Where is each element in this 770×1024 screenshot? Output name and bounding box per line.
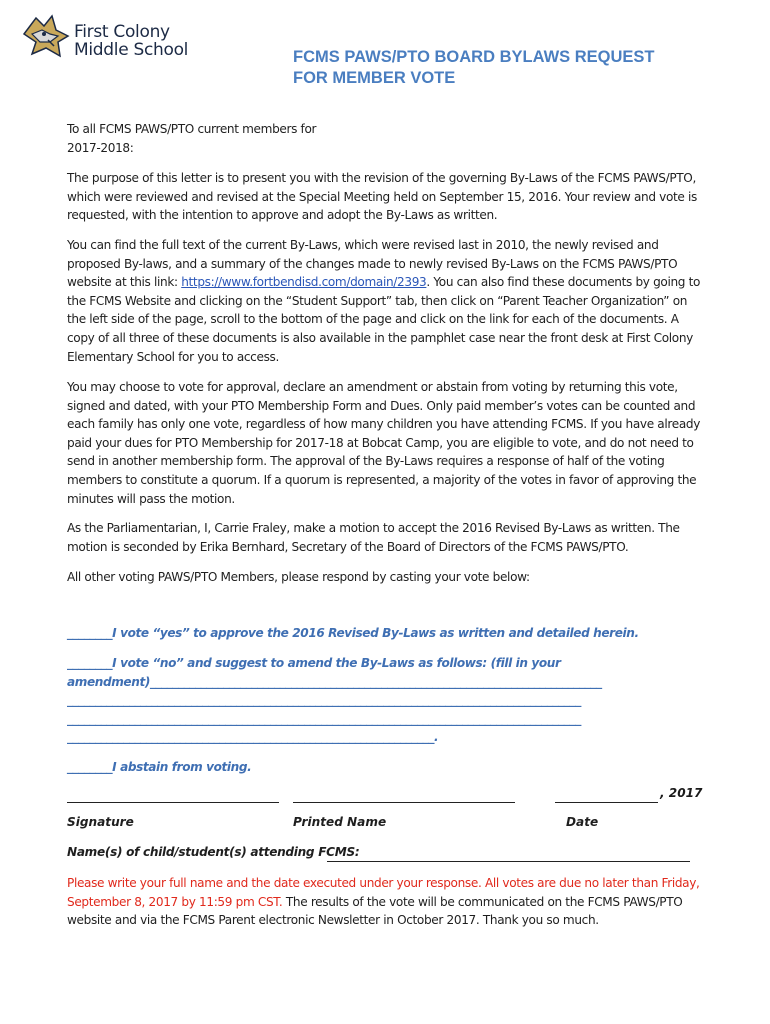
deadline-warning: Please write your full name and the date executed under your response. All votes are due no later than Friday, September 8, 2017 by 11:59 pm CST.	[67, 876, 700, 909]
paragraph-motion: As the Parliamentarian, I, Carrie Fraley, make a motion to accept the 2016 Revised By-Laws as written. The motion is seconded by Erika Bernhard, Secretary of the Board of Directors of the FCMS PAWS/PTO.	[67, 521, 680, 554]
footer-note	[67, 874, 707, 930]
paragraph-respond: All other voting PAWS/PTO Members, please respond by casting your vote below:	[67, 570, 530, 584]
date-label: Date	[566, 815, 599, 829]
paragraph-voting-rules: You may choose to vote for approval, declare an amendment or abstain from voting by returning this vote, signed and dated, with your PTO Membership Form and Dues. Only paid member’s votes can be counted and each family has only one vote, regardless of how many children you have attending FCMS. If you have already paid your dues for PTO Membership for 2017-18 at Bobcat Camp, you are eligible to vote, and do not need to send in another membership form. The approval of the By-Laws requires a response of half of the voting members to constitute a quorum. If a quorum is represented, a majority of the votes in favor of approving the minutes will pass the motion.	[67, 380, 701, 506]
school-name-line1: First Colony	[74, 22, 170, 42]
vote-no-option[interactable]	[67, 654, 702, 747]
signature-label: Signature	[67, 815, 134, 829]
p2-text-after: . You can also find these documents by going to the FCMS Website and clicking on the “Student Support” tab, then click on “Parent Teacher Organization” on the left side of the page, scroll to the bottom of the page and click on the link for each of the documents. A copy of all three of these documents is also available in the pamphlet case near the front desk at First Colony Elementary School for you to access.	[67, 275, 701, 364]
school-logo	[22, 12, 192, 62]
school-name	[74, 23, 188, 59]
vote-abstain-option[interactable]: ________I abstain from voting.	[67, 760, 252, 774]
children-names-line[interactable]	[327, 861, 690, 862]
amendment-line[interactable]: amendment)________________________________________________________________________________	[67, 674, 602, 689]
vote-yes-option[interactable]: ________I vote “yes” to approve the 2016 Revised By-Laws as written and detailed herein.	[67, 626, 639, 640]
bylaws-link[interactable]: https://www.fortbendisd.com/domain/2393	[181, 275, 427, 290]
children-names-label: Name(s) of child/student(s) attending FCMS:	[67, 845, 360, 859]
printed-name-line[interactable]	[293, 802, 515, 803]
printed-name-label: Printed Name	[293, 815, 387, 829]
date-line[interactable]	[555, 802, 658, 803]
paragraph-find-bylaws	[67, 236, 707, 366]
amendment-blank-line2[interactable]: ___________________________________________________________________________________________	[67, 711, 581, 726]
page-title	[293, 47, 733, 89]
vote-no-line1: ________I vote “no” and suggest to amend the By-Laws as follows: (fill in your	[67, 656, 561, 670]
results-note: The results of the vote will be communicated on the FCMS PAWS/PTO website and via the FCMS Parent electronic Newsletter in October 2017. Thank you so much.	[67, 894, 683, 928]
paragraph-purpose: The purpose of this letter is to present you with the revision of the governing By-Laws of the FCMS PAWS/PTO, which were reviewed and revised at the Special Meeting held on September 15, 2016. Your review and vote is requested, with the intention to approve and adopt the By-Laws as written.	[67, 171, 697, 223]
p2-text-before: You can find the full text of the current By-Laws, which were revised last in 2010, the newly revised and proposed By-laws, and a summary of the changes made to newly revised By-Laws on the FCMS PAWS/PTO website at this link:	[67, 238, 678, 290]
greeting-line1: To all FCMS PAWS/PTO current members for	[67, 122, 317, 136]
amendment-blank-line1[interactable]: ___________________________________________________________________________________________	[67, 693, 581, 708]
amendment-blank-line3[interactable]: _________________________________________________________________.	[67, 730, 439, 745]
greeting	[67, 120, 707, 157]
signature-line[interactable]	[67, 802, 279, 803]
school-name-line2: Middle School	[74, 40, 189, 60]
greeting-line2: 2017-2018:	[67, 140, 134, 155]
bobcat-logo-icon	[22, 12, 70, 60]
title-line1: FCMS PAWS/PTO BOARD BYLAWS REQUEST	[293, 48, 655, 66]
title-line2: FOR MEMBER VOTE	[293, 69, 456, 87]
year-suffix: , 2017	[660, 786, 703, 800]
